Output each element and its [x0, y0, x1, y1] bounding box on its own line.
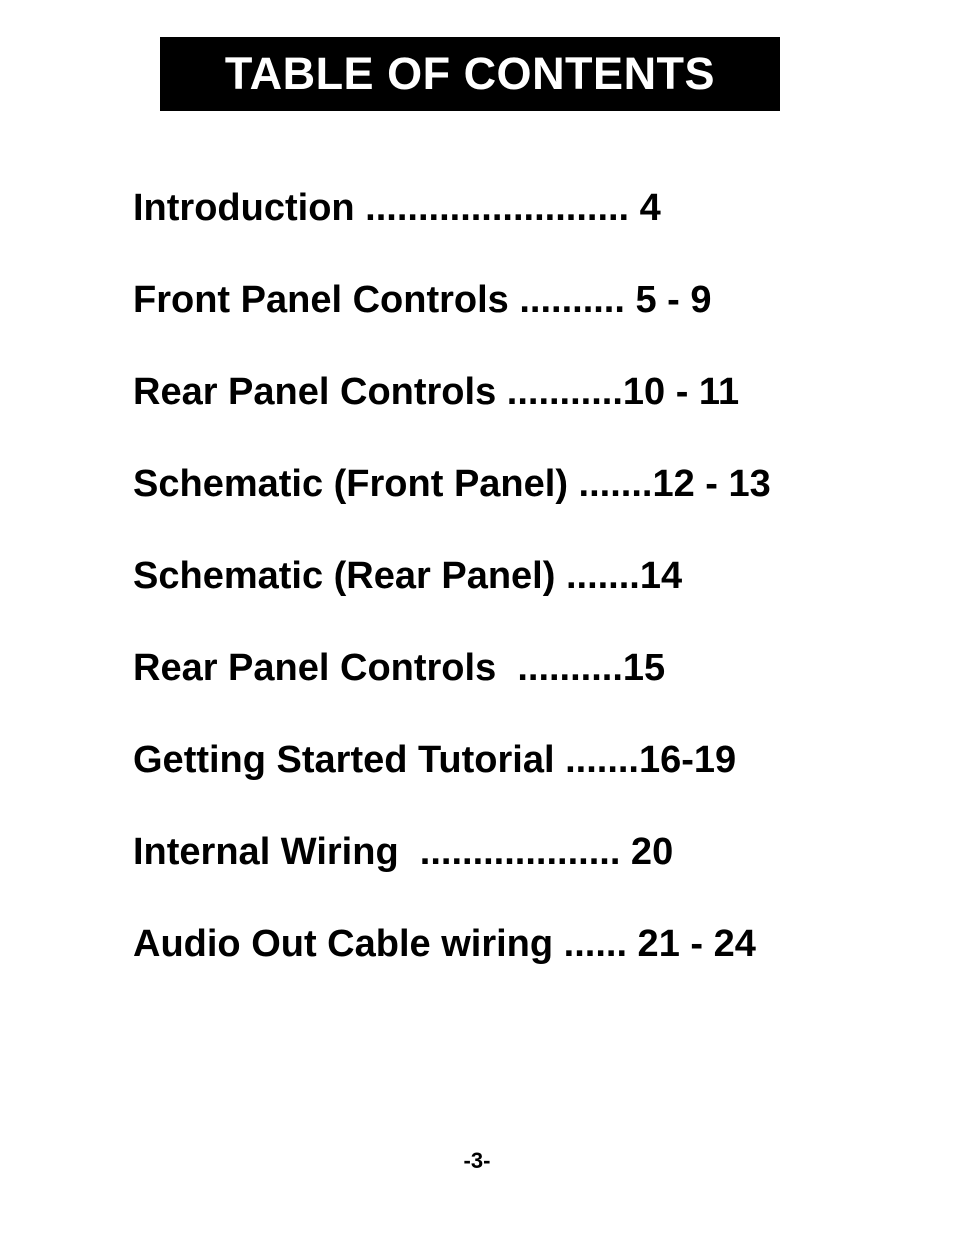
toc-list — [133, 185, 913, 1013]
page-title: TABLE OF CONTENTS — [224, 48, 716, 99]
toc-entry-internal-wiring: Internal Wiring ................... 20 — [133, 831, 674, 873]
toc-entry-front-panel-controls: Front Panel Controls .......... 5 - 9 — [133, 279, 712, 321]
page-number: -3- — [463, 1148, 491, 1173]
toc-entry-schematic-front-panel: Schematic (Front Panel) .......12 - 13 — [133, 463, 771, 505]
toc-entry-rear-panel-controls: Rear Panel Controls ...........10 - 11 — [133, 371, 740, 413]
toc-entry-schematic-rear-panel: Schematic (Rear Panel) .......14 — [133, 555, 683, 597]
toc-entry-introduction: Introduction ......................... 4 — [133, 187, 661, 229]
toc-entry-audio-out-cable-wiring: Audio Out Cable wiring ...... 21 - 24 — [133, 923, 756, 965]
title-banner — [160, 37, 780, 111]
toc-entry-rear-panel-controls-2: Rear Panel Controls ..........15 — [133, 647, 666, 689]
toc-entry-getting-started-tutorial: Getting Started Tutorial .......16-19 — [133, 739, 737, 781]
